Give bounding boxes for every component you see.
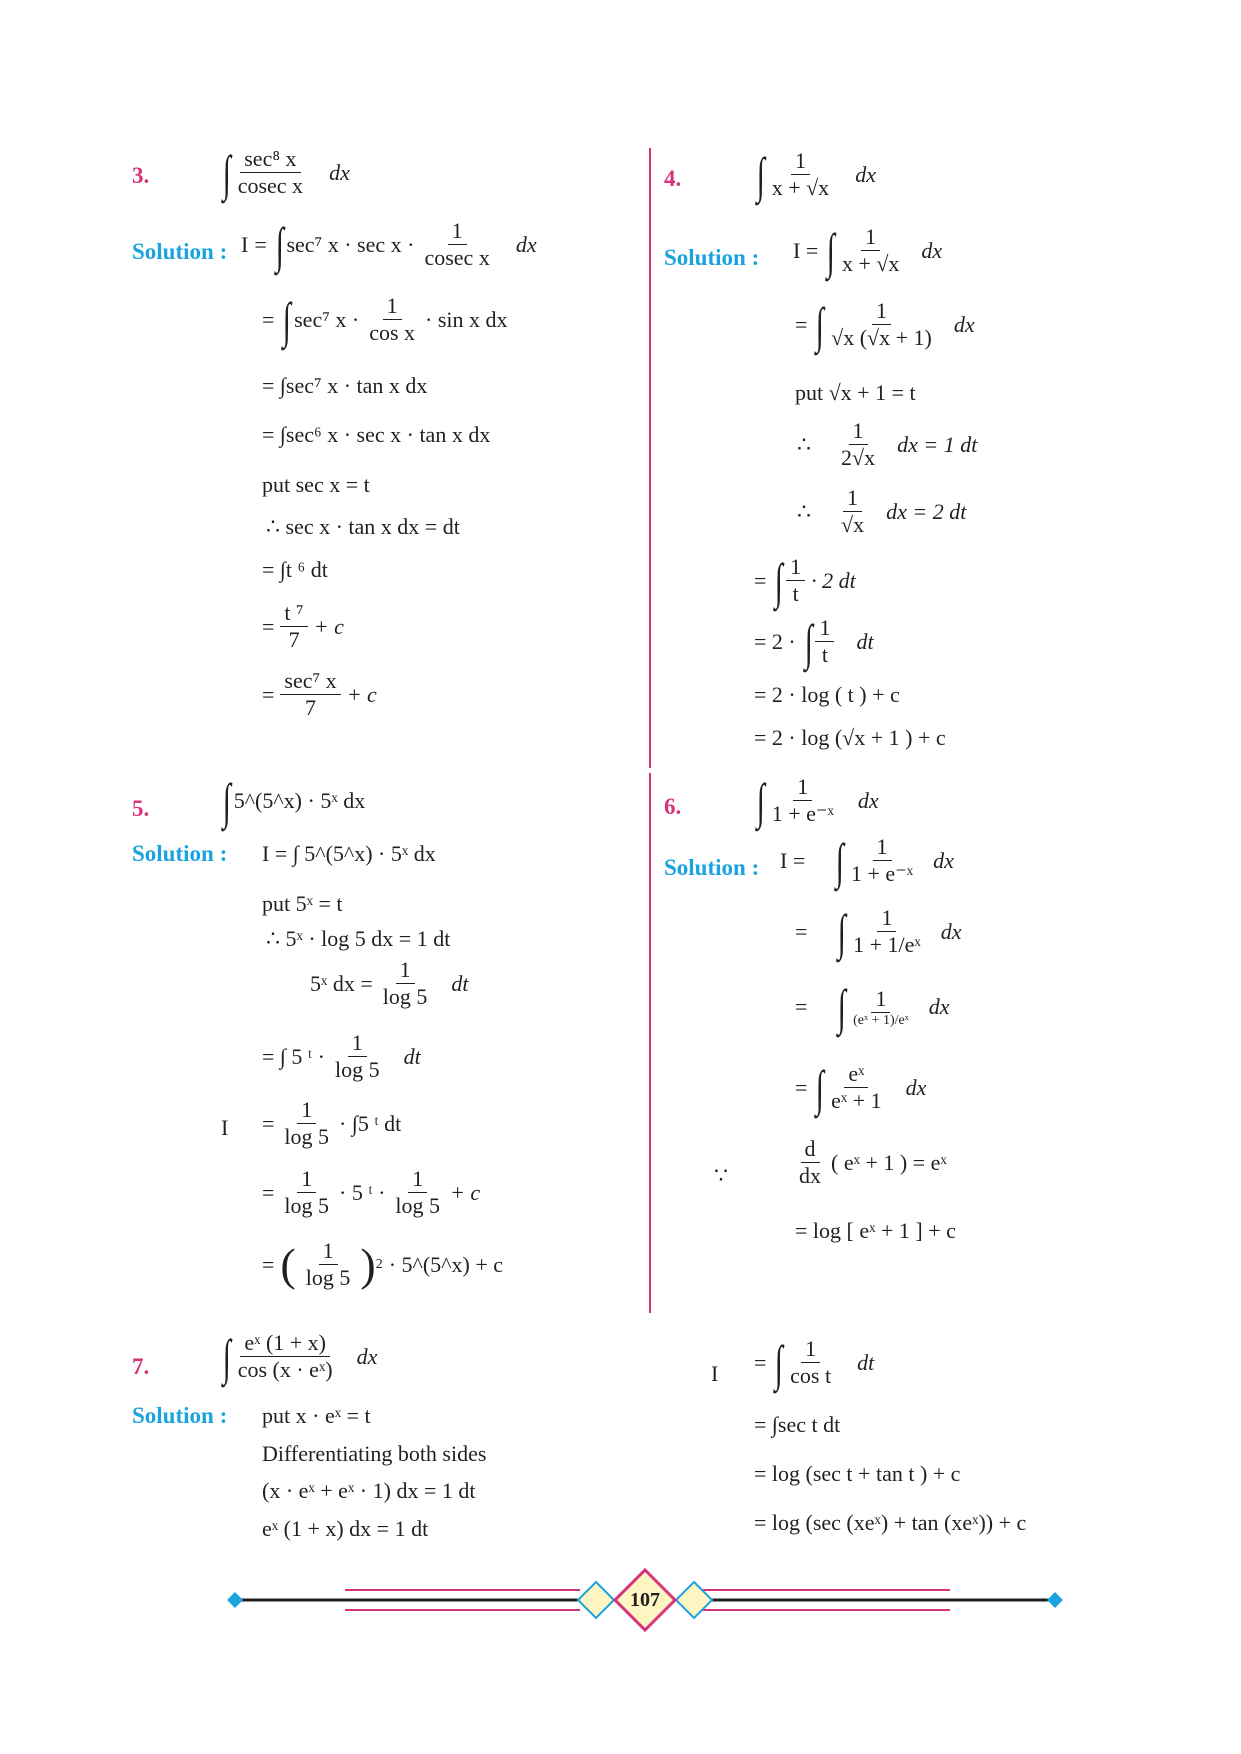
equals: =: [795, 1074, 808, 1100]
fraction-numerator: 1: [348, 1030, 367, 1057]
solution-label-7: Solution :: [132, 1403, 228, 1428]
problem-3-question: [220, 146, 350, 199]
fraction-numerator: t ⁷: [280, 600, 307, 627]
fraction-denominator: 1 + e⁻ˣ: [850, 861, 914, 886]
problem-4-question: [754, 148, 876, 201]
p6-step-2: [795, 905, 962, 958]
differential: dx: [940, 918, 962, 944]
footer-diamond-left: [227, 1592, 243, 1608]
equals: =: [795, 994, 808, 1019]
fraction-numerator: 1: [849, 418, 868, 445]
fraction-denominator: cosec x: [424, 245, 490, 270]
problem-6-question: [754, 774, 879, 827]
integral-sign: ∫: [756, 772, 765, 829]
therefore-symbol: ∴: [797, 498, 811, 524]
p6-step-1-lead: I =: [780, 847, 806, 873]
p4-step-1: [793, 224, 942, 277]
integral-sign: ∫: [826, 222, 836, 279]
fraction-numerator: 1: [801, 1336, 820, 1363]
p3-step-2: [262, 293, 508, 346]
p7-step-4: eˣ (1 + x) dx = 1 dt: [262, 1516, 429, 1541]
fraction-numerator: 1: [408, 1166, 427, 1193]
fraction-denominator: log 5: [284, 1124, 330, 1149]
fraction-denominator: √x: [841, 512, 865, 537]
fraction-denominator: 7: [288, 627, 300, 652]
fraction-denominator: 1 + e⁻ˣ: [771, 801, 834, 826]
p4-step-7: [754, 615, 874, 668]
differential: dx: [515, 231, 537, 257]
p5-step-8: [262, 1238, 503, 1291]
p7-right-step-1: [754, 1336, 874, 1389]
fraction-denominator: dx: [799, 1163, 821, 1188]
fraction-denominator: log 5: [305, 1265, 351, 1290]
p7-right-step-3: = log (sec t + tan t ) + c: [754, 1461, 961, 1486]
p6-step-4: [795, 1061, 926, 1114]
fraction-numerator: 1: [815, 615, 834, 642]
p7-right-step-4: = log (sec (xeˣ) + tan (xeˣ)) + c: [754, 1510, 1027, 1535]
solution-label-3: Solution :: [132, 239, 228, 264]
equals: =: [754, 567, 767, 593]
integral-sign: ∫: [804, 613, 813, 670]
footer-small-diamond: [676, 1582, 712, 1618]
p3-step-4: = ∫sec⁶ x · sec x · tan x dx: [262, 422, 491, 447]
p4-step-3: put √x + 1 = t: [795, 380, 916, 405]
integral-sign: ∫: [838, 979, 847, 1035]
p7-right-step-2: = ∫sec t dt: [754, 1412, 841, 1437]
fraction-numerator: sec⁷ x: [280, 668, 340, 695]
equals: =: [262, 1179, 275, 1205]
p5-step-5-pre: = ∫ 5 ᵗ ·: [262, 1043, 325, 1069]
differential: dt: [451, 970, 469, 996]
right-paren: )$^2$: [360, 1238, 383, 1290]
p5-step-4-pre: 5ˣ dx =: [310, 970, 373, 996]
fraction-numerator: 1: [877, 905, 896, 932]
problem-5-integrand: 5^(5^x) · 5ˣ dx: [233, 788, 366, 813]
fraction-denominator: cosec x: [237, 173, 304, 198]
problem-7-question: [220, 1330, 377, 1383]
fraction-denominator: (eˣ + 1)/eˣ: [853, 1012, 909, 1028]
p6-step-5: [795, 1136, 947, 1189]
variable-I: I: [221, 1115, 229, 1140]
fraction-denominator: cos x: [369, 320, 416, 345]
fraction-denominator: eˣ + 1: [831, 1088, 882, 1113]
problem-number-4: 4.: [664, 166, 682, 191]
p3-step-1: [241, 218, 537, 271]
fraction-numerator: 1: [793, 774, 812, 801]
p4-step-5-rhs: dx = 2 dt: [886, 498, 967, 524]
p6-step-6: = log [ eˣ + 1 ] + c: [795, 1218, 956, 1243]
differential: dt: [856, 628, 874, 654]
integral-sign: ∫: [222, 773, 231, 829]
fraction-denominator: x + √x: [771, 175, 830, 200]
p5-step-7-mid: · 5 ᵗ ·: [339, 1179, 386, 1205]
equals: =: [262, 681, 275, 707]
p3-step-9: [262, 668, 377, 721]
solution-label-4: Solution :: [664, 245, 760, 270]
differential: dx: [905, 1074, 927, 1100]
fraction-denominator: √x (√x + 1): [831, 325, 932, 350]
footer-small-diamond: [578, 1582, 614, 1618]
p5-step-4: [310, 957, 469, 1010]
fraction-denominator: cos (x · eˣ): [237, 1357, 333, 1382]
p4-step-6-rest: · 2 dt: [811, 567, 856, 593]
p4-step-7-pre: = 2 ·: [754, 628, 796, 654]
p3-step-1-a: sec⁷ x · sec x ·: [286, 231, 415, 257]
fraction-numerator: 1: [861, 224, 880, 251]
fraction-numerator: eˣ: [844, 1061, 868, 1088]
fraction-denominator: 7: [305, 695, 317, 720]
differential: dx: [921, 237, 943, 263]
equals: =: [262, 1110, 275, 1136]
differential: dx: [356, 1343, 378, 1369]
problem-number-3: 3.: [132, 163, 150, 188]
problem-5-question: [220, 773, 366, 829]
integral-sign: ∫: [835, 832, 845, 889]
integral-sign: ∫: [222, 1328, 231, 1385]
problem-number-6: 6.: [664, 794, 682, 819]
fraction-numerator: 1: [872, 298, 891, 325]
differential: dx: [928, 994, 950, 1019]
integral-sign: ∫: [775, 1334, 784, 1391]
p4-step-2: [795, 298, 975, 351]
column-divider-bottom: [649, 773, 651, 1313]
problem-number-5: 5.: [132, 796, 150, 821]
integral-sign: ∫: [275, 216, 284, 273]
differential: dx: [857, 787, 879, 813]
p3-step-7: = ∫t ⁶ dt: [262, 557, 328, 582]
integral-sign: ∫: [816, 1059, 825, 1116]
variable-I: I: [241, 231, 249, 257]
p5-step-6-rest: · ∫5 ᵗ dt: [339, 1110, 402, 1136]
p3-step-2-b: · sin x dx: [425, 306, 508, 332]
constant-term: + c: [313, 613, 344, 639]
fraction-denominator: log 5: [284, 1193, 330, 1218]
solution-label-6: Solution :: [664, 855, 760, 880]
p4-step-5: [797, 485, 966, 538]
equals: =: [254, 231, 267, 257]
p3-step-3: = ∫sec⁷ x · tan x dx: [262, 373, 428, 398]
solution-label-5: Solution :: [132, 841, 228, 866]
problem-number-7: 7.: [132, 1354, 150, 1379]
integral-sign: ∫: [222, 144, 231, 201]
page-number: 107: [630, 1589, 660, 1611]
fraction-denominator: 1 + 1/eˣ: [853, 932, 921, 957]
fraction-denominator: log 5: [395, 1193, 441, 1218]
fraction-denominator: t: [792, 581, 799, 606]
fraction-numerator: sec⁸ x: [240, 146, 300, 173]
p5-step-5: [262, 1030, 421, 1083]
fraction-numerator: 1: [873, 834, 892, 861]
integral-sign: ∫: [838, 903, 847, 960]
fraction-numerator: 1: [448, 218, 467, 245]
fraction-numerator: 1: [786, 554, 805, 581]
integral-sign: ∫: [775, 552, 784, 609]
p3-step-2-a: sec⁷ x ·: [294, 306, 360, 332]
fraction-numerator: 1: [319, 1238, 338, 1265]
p4-step-4-rhs: dx = 1 dt: [897, 431, 978, 457]
integral-sign: ∫: [283, 291, 292, 348]
fraction-numerator: 1: [297, 1097, 316, 1124]
integral-sign: ∫: [756, 146, 765, 203]
p5-step-6: [262, 1097, 401, 1150]
column-divider-top: [649, 148, 651, 768]
fraction-numerator: 1: [297, 1166, 316, 1193]
p5-step-7: [262, 1166, 480, 1219]
fraction-denominator: t: [821, 642, 828, 667]
differential: dt: [403, 1043, 421, 1069]
equals: =: [795, 918, 808, 944]
p4-step-9: = 2 · log (√x + 1 ) + c: [754, 725, 946, 750]
p6-step-3: [795, 979, 950, 1035]
integral-sign: ∫: [816, 296, 825, 353]
p7-step-2: Differentiating both sides: [262, 1441, 487, 1466]
equals: =: [795, 311, 808, 337]
because-symbol: ∵: [714, 1163, 728, 1188]
constant-term: + c: [450, 1179, 481, 1205]
fraction-denominator: x + √x: [841, 251, 900, 276]
p5-step-8-rest: · 5^(5^x) + c: [388, 1251, 503, 1277]
fraction-denominator: log 5: [382, 984, 428, 1009]
p4-step-6: [754, 554, 856, 607]
p7-step-1: put x · eˣ = t: [262, 1403, 371, 1428]
left-paren: (: [280, 1238, 296, 1290]
p3-step-8: [262, 600, 344, 653]
p3-step-5: put sec x = t: [262, 472, 370, 497]
differential: dt: [857, 1349, 875, 1375]
variable-I: I: [711, 1361, 719, 1386]
p6-step-5-rest: ( eˣ + 1 ) = eˣ: [831, 1149, 947, 1175]
equals: =: [754, 1349, 767, 1375]
equals: =: [262, 613, 275, 639]
fraction-numerator: eˣ (1 + x): [240, 1330, 330, 1357]
p6-step-1: [780, 834, 954, 887]
differential: dx: [855, 161, 876, 187]
fraction-numerator: 1: [843, 485, 862, 512]
p5-step-1: I = ∫ 5^(5^x) · 5ˣ dx: [262, 841, 436, 866]
therefore-symbol: ∴: [797, 431, 811, 457]
p4-step-4: [797, 418, 977, 471]
p4-step-8: = 2 · log ( t ) + c: [754, 682, 900, 707]
fraction-denominator: cos t: [790, 1363, 832, 1388]
fraction-numerator: 1: [396, 957, 415, 984]
p5-step-2: put 5ˣ = t: [262, 891, 343, 916]
p4-step-1-lead: I =: [793, 237, 819, 263]
fraction-denominator: log 5: [334, 1057, 380, 1082]
p7-step-3: (x · eˣ + eˣ · 1) dx = 1 dt: [262, 1478, 476, 1503]
differential: dx: [953, 311, 975, 337]
constant-term: + c: [346, 681, 377, 707]
fraction-numerator: d: [801, 1136, 820, 1163]
fraction-numerator: 1: [871, 986, 890, 1013]
fraction-numerator: 1: [791, 148, 810, 175]
footer-diamond-right: [1047, 1592, 1063, 1608]
p3-step-6: ∴ sec x · tan x dx = dt: [266, 514, 460, 539]
fraction-numerator: 1: [383, 293, 402, 320]
equals: =: [262, 1251, 275, 1277]
equals: =: [262, 306, 275, 332]
fraction-denominator: 2√x: [841, 445, 876, 470]
p5-step-3: ∴ 5ˣ · log 5 dx = 1 dt: [266, 926, 451, 951]
differential: dx: [933, 847, 954, 873]
differential: dx: [329, 159, 350, 185]
